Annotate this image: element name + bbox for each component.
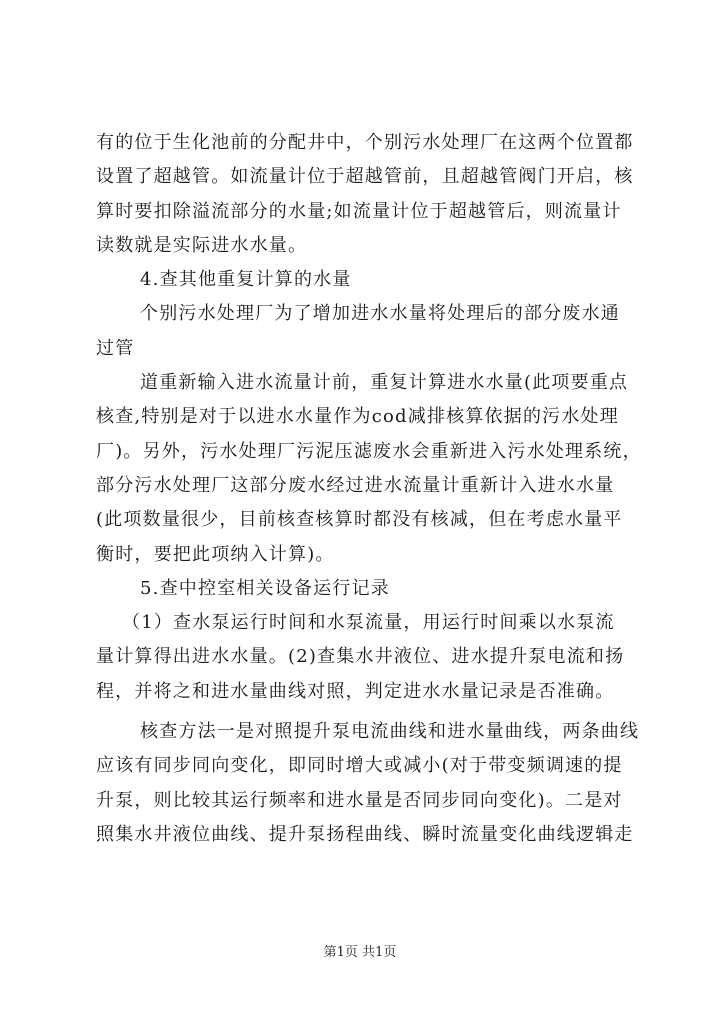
section-heading: 5.查中控室相关设备运行记录 (140, 577, 390, 599)
section-heading: 4.查其他重复计算的水量 (140, 269, 352, 291)
text-line: 量计算得出进水水量。(2)查集水井液位、进水提升泵电流和扬 (96, 646, 625, 668)
text-line: 算时要扣除溢流部分的水量;如流量计位于超越管后，则流量计 (96, 200, 622, 222)
text-line: 部分污水处理厂这部分废水经过进水流量计重新计入进水水量 (96, 474, 615, 496)
document-body (96, 126, 642, 852)
text-line: 衡时，要把此项纳入计算)。 (96, 543, 335, 565)
text-line: 照集水井液位曲线、提升泵扬程曲线、瞬时流量变化曲线逻辑走 (96, 823, 634, 845)
text-line: 升泵，则比较其运行频率和进水量是否同步同向变化)。二是对 (96, 789, 623, 811)
text-line: 个别污水处理厂为了增加进水水量将处理后的部分废水通 (140, 303, 620, 325)
text-line: 厂)。另外，污水处理厂污泥压滤废水会重新进入污水处理系统， (96, 440, 642, 462)
text-line: 应该有同步同向变化，即同时增大或减小(对于带变频调速的提 (96, 755, 623, 777)
text-line: 过管 (96, 337, 135, 359)
text-line: 读数就是实际进水水量。 (96, 234, 308, 256)
text-line: 核查,特别是对于以进水水量作为cod减排核算依据的污水处理 (96, 406, 619, 428)
page-footer: 第1页 共1页 (323, 945, 397, 960)
text-line: 有的位于生化池前的分配井中，个别污水处理厂在这两个位置都 (96, 132, 634, 153)
text-line: 核查方法一是对照提升泵电流曲线和进水量曲线，两条曲线 (140, 721, 640, 743)
text-line: 程，并将之和进水量曲线对照，判定进水水量记录是否准确。 (96, 680, 615, 702)
text-line: (此项数量很少，目前核查核算时都没有核减，但在考虑水量平 (96, 509, 623, 531)
text-line: （1）查水泵运行时间和水泵流量，用运行时间乘以水泵流 (122, 612, 615, 634)
text-line: 设置了超越管。如流量计位于超越管前，且超越管阀门开启，核 (96, 166, 634, 188)
text-line: 道重新输入进水流量计前，重复计算进水水量(此项要重点 (140, 372, 629, 394)
